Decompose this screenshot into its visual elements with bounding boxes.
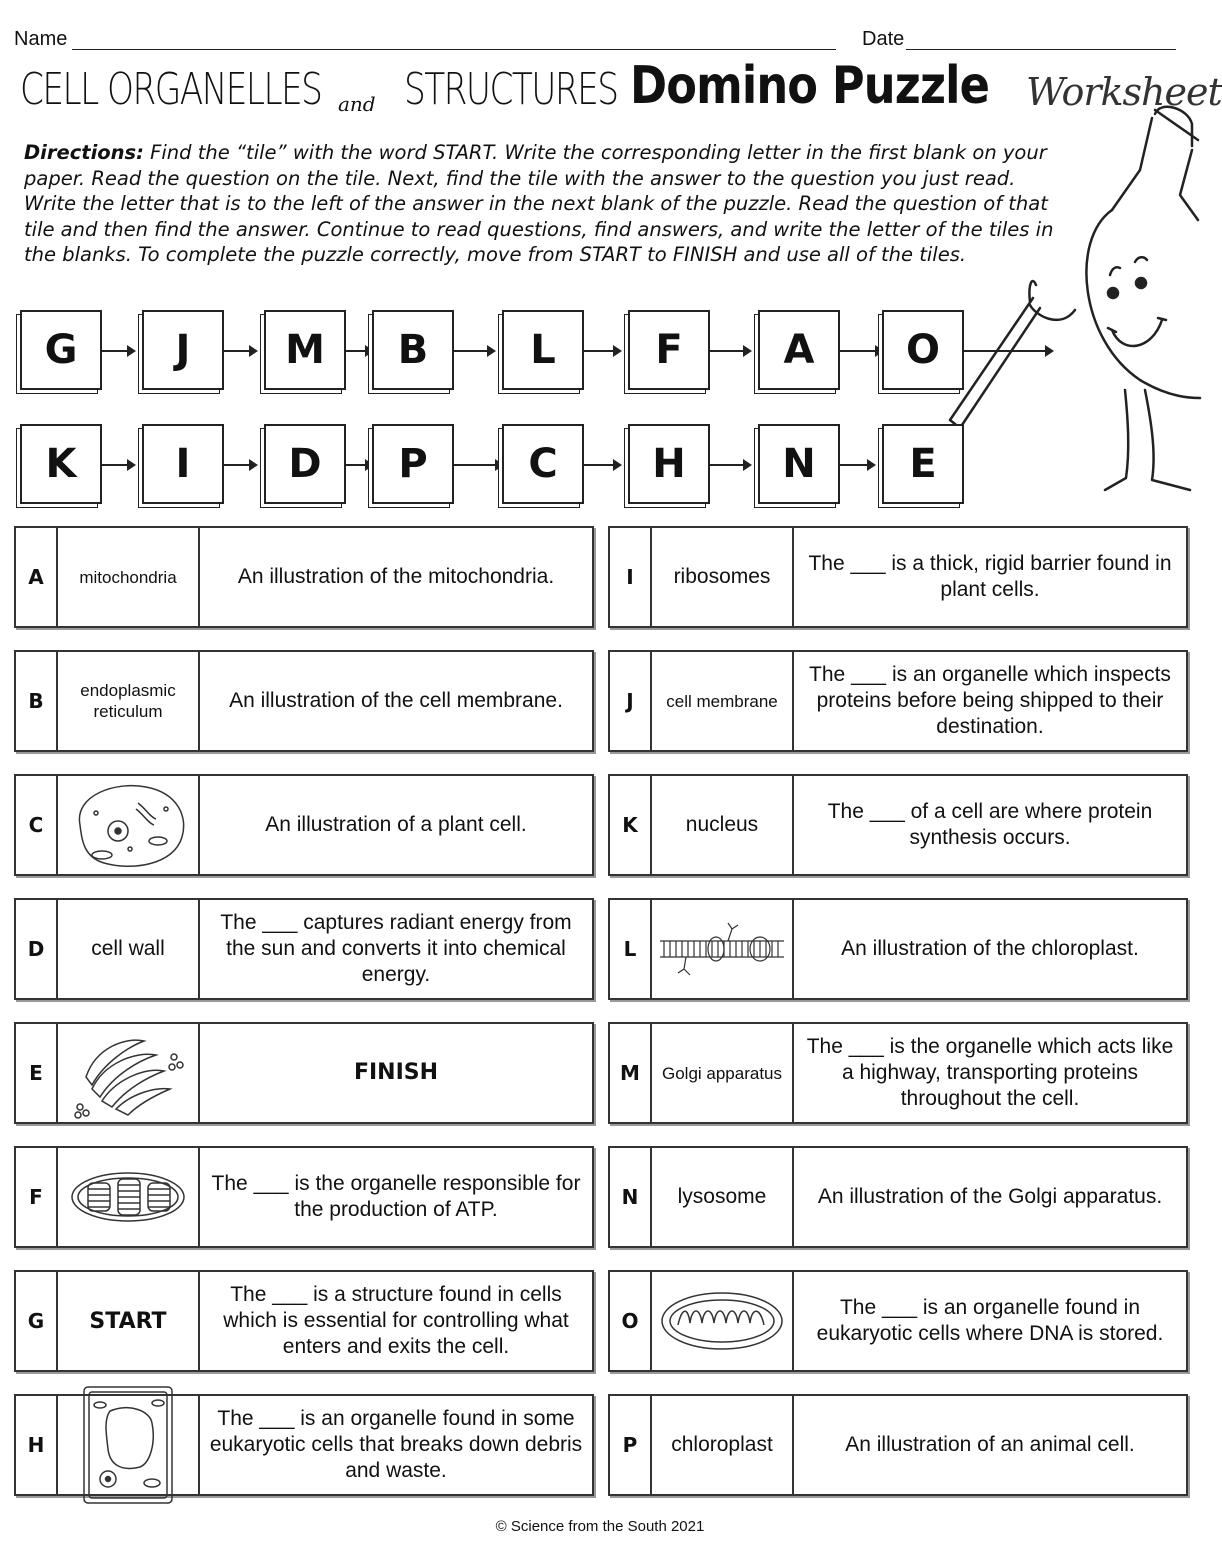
- card-letter: C: [16, 776, 58, 874]
- clue-card-i: [608, 526, 1188, 628]
- sequence-arrow: [452, 464, 502, 466]
- domino-tile-c: [502, 424, 584, 504]
- plant-cell-illustration: [80, 1383, 176, 1507]
- card-description: The ___ is the organelle responsible for the production of ATP.: [211, 1172, 581, 1221]
- sequence-arrow: [838, 350, 882, 352]
- domino-tile-letter: B: [397, 327, 429, 373]
- clue-card-c: [14, 774, 594, 876]
- domino-tile-h: [628, 424, 710, 504]
- card-term: endoplasmic reticulum: [80, 681, 176, 721]
- domino-tile-d: [264, 424, 346, 504]
- card-term: Golgi apparatus: [661, 1063, 783, 1083]
- card-term: mitochondria: [79, 567, 177, 587]
- start-label: START: [89, 1308, 167, 1334]
- flask-character-illustration: [930, 80, 1200, 500]
- clue-card-m: [608, 1022, 1188, 1124]
- domino-tile-m: [264, 310, 346, 390]
- domino-tile-letter: G: [44, 327, 78, 373]
- card-letter: B: [16, 652, 58, 750]
- domino-tile-letter: O: [905, 327, 940, 373]
- clue-card-a: [14, 526, 594, 628]
- domino-tile-letter: M: [285, 327, 325, 373]
- sequence-arrow: [582, 464, 620, 466]
- title-script: Worksheet: [1026, 70, 1222, 114]
- domino-tile-p: [372, 424, 454, 504]
- domino-tile-letter: E: [909, 441, 937, 487]
- sequence-arrow: [222, 350, 256, 352]
- card-term: nucleus: [685, 813, 759, 836]
- card-letter: A: [16, 528, 58, 626]
- domino-tile-j: [142, 310, 224, 390]
- domino-tile-n: [758, 424, 840, 504]
- domino-tile-letter: K: [45, 441, 77, 487]
- card-description: An illustration of an animal cell.: [845, 1433, 1135, 1456]
- sequence-arrow: [222, 464, 256, 466]
- sequence-arrow: [708, 464, 750, 466]
- card-term: ribosomes: [673, 565, 771, 588]
- domino-tile-letter: I: [175, 441, 191, 487]
- clue-card-k: [608, 774, 1188, 876]
- chloroplast-illustration: [66, 1167, 190, 1227]
- card-term: chloroplast: [671, 1433, 773, 1456]
- mitochondria-illustration: [658, 1289, 786, 1353]
- clue-card-j: [608, 650, 1188, 752]
- name-field[interactable]: [72, 49, 836, 50]
- sequence-arrow: [100, 464, 134, 466]
- card-description: The ___ is an organelle which inspects proteins before being shipped to their destination.: [809, 663, 1171, 738]
- clue-card-g: [14, 1270, 594, 1372]
- card-description: The ___ is a structure found in cells which is essential for controlling what enters and exits the cell.: [223, 1283, 569, 1358]
- sequence-arrow: [708, 350, 750, 352]
- sequence-arrow: [452, 350, 494, 352]
- card-term: lysosome: [677, 1185, 767, 1208]
- domino-tile-k: [20, 424, 102, 504]
- domino-tile-letter: A: [783, 327, 815, 373]
- card-description: The ___ is the organelle which acts like a highway, transporting proteins throughout the cell.: [806, 1035, 1174, 1110]
- clue-card-b: [14, 650, 594, 752]
- card-letter: N: [610, 1148, 652, 1246]
- title-bold: Domino Puzzle: [630, 56, 990, 116]
- sequence-arrow: [344, 350, 372, 352]
- card-description: The ___ is an organelle found in some eukaryotic cells that breaks down debris and waste.: [209, 1407, 583, 1482]
- card-letter: O: [610, 1272, 652, 1370]
- domino-tile-o: [882, 310, 964, 390]
- domino-tile-a: [758, 310, 840, 390]
- card-letter: L: [610, 900, 652, 998]
- date-label: Date: [862, 28, 905, 50]
- sequence-arrow: [582, 350, 620, 352]
- card-description: An illustration of the cell membrane.: [229, 689, 563, 712]
- domino-tile-l: [502, 310, 584, 390]
- domino-tile-letter: L: [530, 327, 556, 373]
- domino-tile-letter: C: [528, 441, 558, 487]
- card-term: cell membrane: [666, 691, 778, 711]
- golgi-apparatus-illustration: [66, 1027, 190, 1119]
- card-letter: J: [610, 652, 652, 750]
- card-description: An illustration of the Golgi apparatus.: [817, 1185, 1163, 1208]
- card-letter: P: [610, 1396, 652, 1494]
- clue-card-n: [608, 1146, 1188, 1248]
- card-description: The ___ is a thick, rigid barrier found in plant cells.: [808, 552, 1172, 601]
- domino-tile-e: [882, 424, 964, 504]
- card-description: An illustration of the chloroplast.: [841, 937, 1139, 960]
- card-letter: D: [16, 900, 58, 998]
- clue-card-d: [14, 898, 594, 1000]
- cell-membrane-illustration: [656, 919, 788, 979]
- date-field[interactable]: [906, 49, 1176, 50]
- domino-tile-letter: H: [652, 441, 686, 487]
- card-term: cell wall: [91, 937, 165, 960]
- clue-card-h: [14, 1394, 594, 1496]
- card-letter: H: [16, 1396, 58, 1494]
- clue-card-l: [608, 898, 1188, 1000]
- domino-tile-i: [142, 424, 224, 504]
- footer-copyright: © Science from the South 2021: [495, 1518, 705, 1535]
- sequence-arrow: [838, 464, 874, 466]
- domino-tile-letter: J: [175, 327, 191, 373]
- domino-tile-letter: D: [288, 441, 322, 487]
- domino-tile-letter: F: [655, 327, 683, 373]
- domino-tile-f: [628, 310, 710, 390]
- sequence-arrow: [100, 350, 134, 352]
- card-letter: E: [16, 1024, 58, 1122]
- domino-tile-letter: P: [398, 441, 428, 487]
- finish-label: FINISH: [353, 1060, 439, 1085]
- card-description: The ___ is an organelle found in eukaryotic cells where DNA is stored.: [816, 1296, 1164, 1345]
- card-letter: M: [610, 1024, 652, 1122]
- directions: [24, 140, 1054, 268]
- card-letter: K: [610, 776, 652, 874]
- domino-tile-b: [372, 310, 454, 390]
- clue-card-e: [14, 1022, 594, 1124]
- card-letter: G: [16, 1272, 58, 1370]
- card-letter: F: [16, 1148, 58, 1246]
- title-and: and: [338, 92, 376, 116]
- card-description: An illustration of the mitochondria.: [237, 565, 555, 588]
- clue-card-p: [608, 1394, 1188, 1496]
- sequence-arrow: [344, 464, 372, 466]
- directions-text: Find the “tile” with the word START. Write the corresponding letter in the first blank on your paper. Read the question on the tile. Next, find the tile with the answer to the question you just read. Write the letter that is to the left of the answer in the next blank of the puzzle. Read the question of that tile and then find the answer. Continue to read questions, find answers, and write the letter of the tiles in the blanks. To complete the puzzle correctly, move from START to FINISH and use all of the tiles.: [24, 141, 1054, 266]
- clue-card-o: [608, 1270, 1188, 1372]
- card-description: The ___ of a cell are where protein synthesis occurs.: [827, 800, 1153, 849]
- name-label: Name: [14, 28, 68, 50]
- directions-label: Directions:: [24, 141, 144, 164]
- domino-tile-g: [20, 310, 102, 390]
- title-part2: STRUCTURES: [404, 64, 618, 115]
- card-description: An illustration of a plant cell.: [265, 813, 527, 836]
- domino-tile-letter: N: [782, 441, 816, 487]
- card-letter: I: [610, 528, 652, 626]
- title-part1: CELL ORGANELLES: [20, 64, 322, 115]
- sequence-arrow: [962, 350, 1052, 352]
- card-description: The ___ captures radiant energy from the sun and converts it into chemical energy.: [220, 911, 572, 986]
- animal-cell-illustration: [66, 779, 190, 871]
- clue-card-f: [14, 1146, 594, 1248]
